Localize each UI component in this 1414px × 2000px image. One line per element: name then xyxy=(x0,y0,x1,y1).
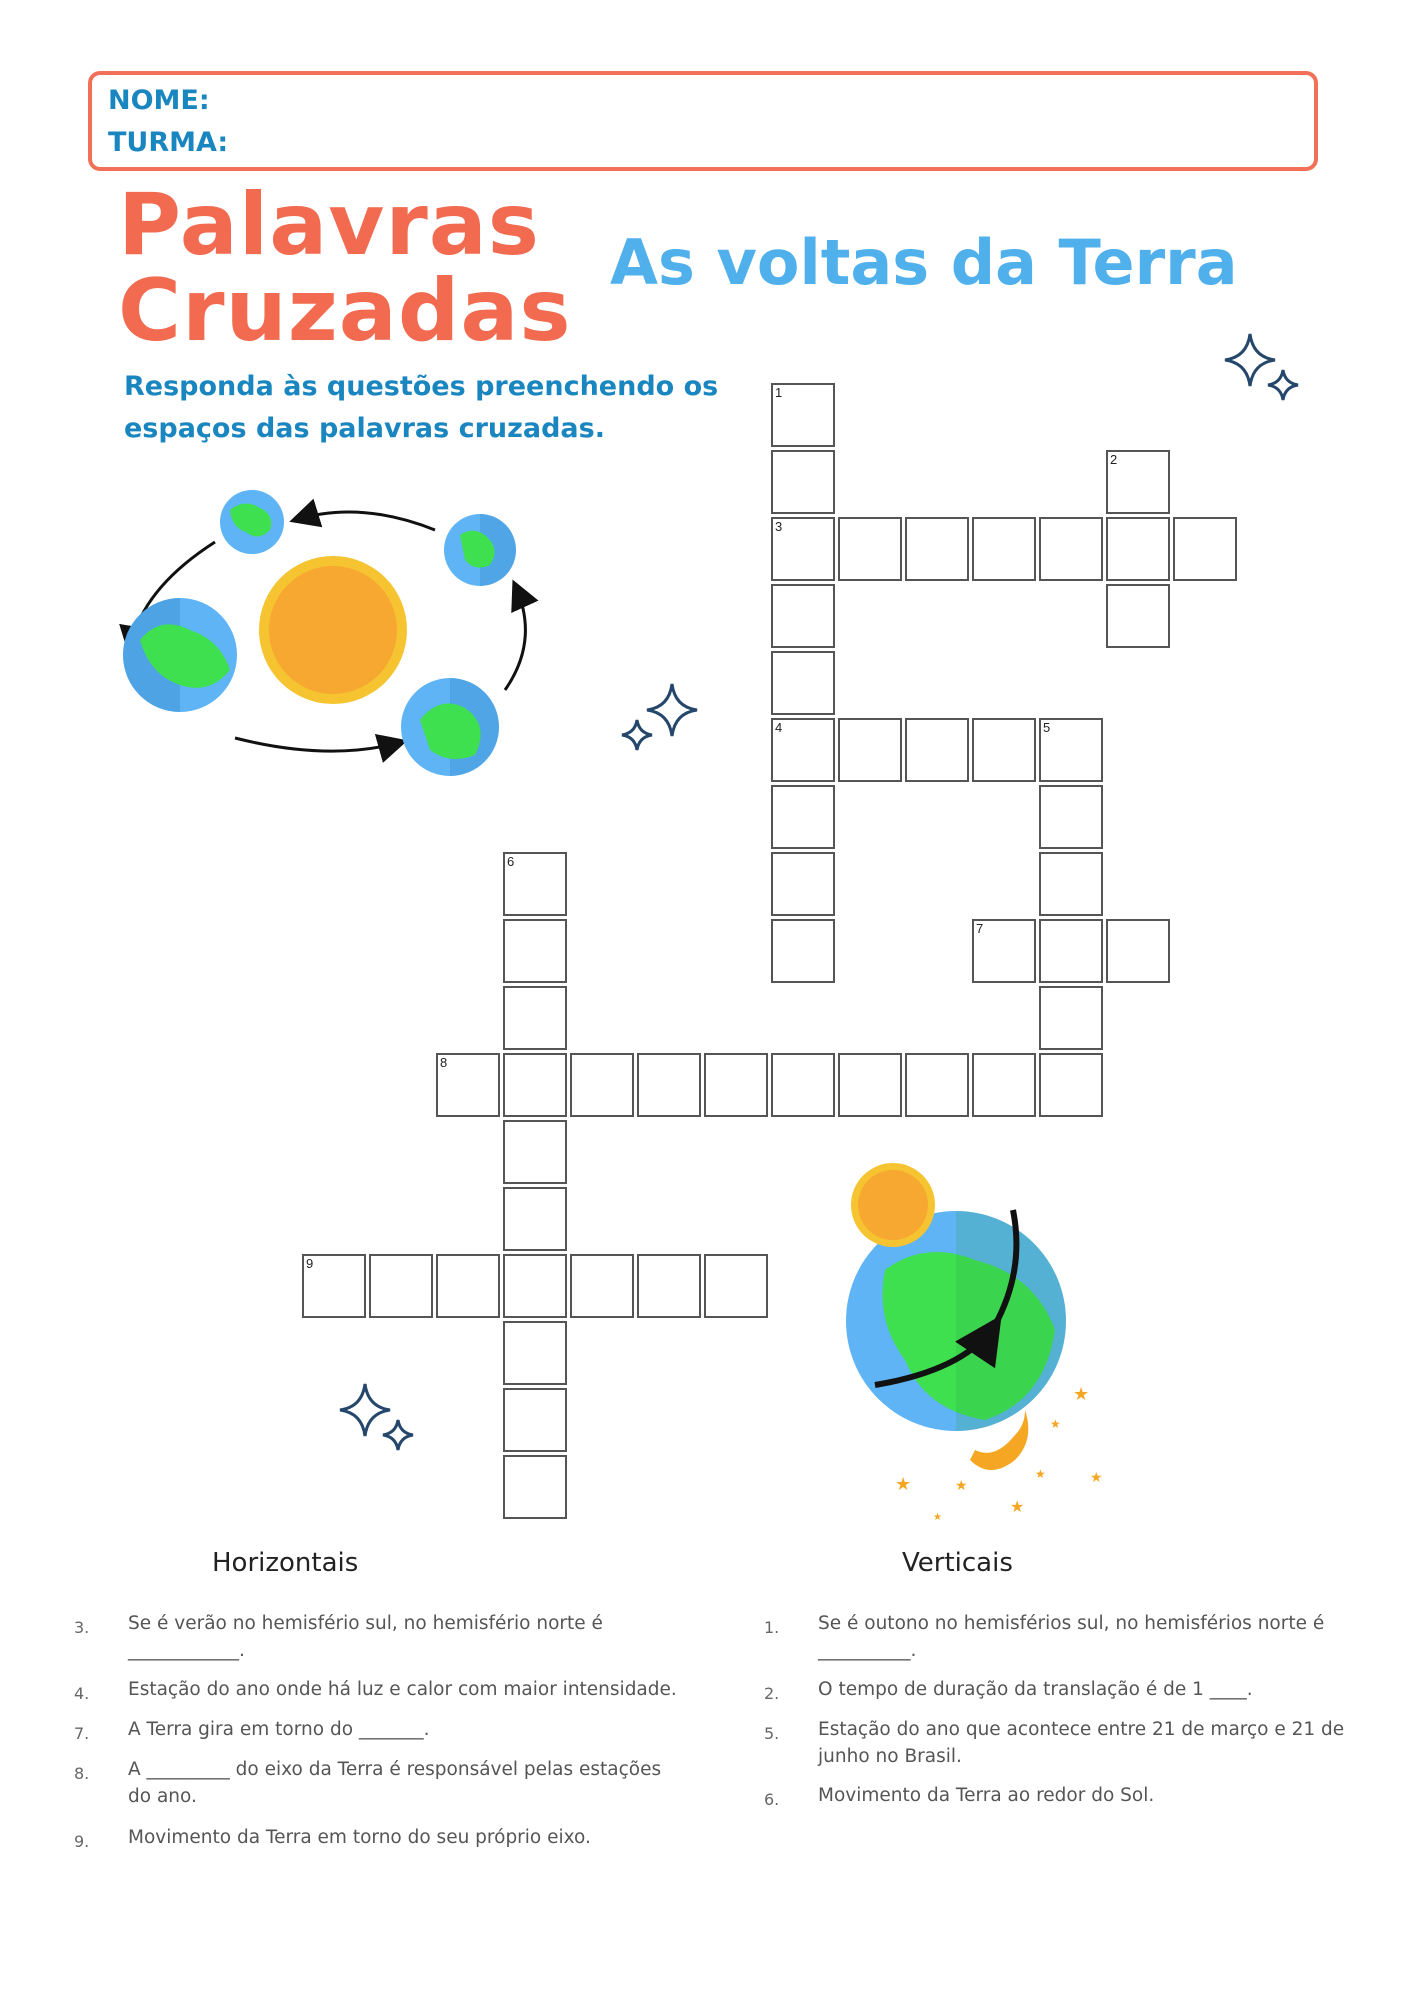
crossword-cell[interactable] xyxy=(503,1053,567,1117)
crossword-cell[interactable] xyxy=(838,517,902,581)
cell-number: 9 xyxy=(306,1256,314,1271)
earth-icon xyxy=(444,514,516,586)
crossword-cell[interactable] xyxy=(771,852,835,916)
crossword-cell[interactable] xyxy=(771,584,835,648)
crossword-cell[interactable] xyxy=(503,1321,567,1385)
clue-text: Estação do ano que acontece entre 21 de março e 21 de junho no Brasil. xyxy=(818,1719,1345,1767)
clue-number: 3. xyxy=(74,1618,90,1637)
crossword-cell[interactable] xyxy=(1106,450,1170,514)
svg-text:★: ★ xyxy=(1090,1470,1103,1486)
subtitle: As voltas da Terra xyxy=(610,226,1238,299)
instructions: Responda às questões preenchendo os espaços das palavras cruzadas. xyxy=(124,371,719,444)
crossword-cell[interactable] xyxy=(1039,517,1103,581)
clue-number: 4. xyxy=(74,1684,90,1703)
clue-number: 8. xyxy=(74,1764,90,1783)
title-line-2: Cruzadas xyxy=(118,261,572,361)
crossword-cell[interactable] xyxy=(771,383,835,447)
class-label[interactable]: TURMA: xyxy=(108,127,229,158)
clue-text: Se é outono no hemisférios sul, no hemisférios norte é __________. xyxy=(818,1613,1325,1661)
crossword-cell[interactable] xyxy=(771,919,835,983)
cell-number: 5 xyxy=(1043,720,1051,735)
crossword-cell[interactable] xyxy=(972,1053,1036,1117)
svg-text:★: ★ xyxy=(1035,1467,1046,1481)
crossword-cell[interactable] xyxy=(704,1254,768,1318)
crossword-cell[interactable] xyxy=(1106,517,1170,581)
crossword-cell[interactable] xyxy=(570,1254,634,1318)
name-label[interactable]: NOME: xyxy=(108,85,210,116)
crossword-cell[interactable] xyxy=(369,1254,433,1318)
crossword-cell[interactable] xyxy=(637,1053,701,1117)
crossword-cell[interactable] xyxy=(771,1053,835,1117)
clue-number: 5. xyxy=(764,1724,780,1743)
crossword-cell[interactable] xyxy=(1039,718,1103,782)
crossword-cell[interactable] xyxy=(436,1254,500,1318)
crossword-cell[interactable] xyxy=(503,1388,567,1452)
sun-icon xyxy=(851,1163,935,1247)
earth-rotation-illustration xyxy=(845,1160,1125,1540)
crossword-cell[interactable] xyxy=(503,1254,567,1318)
crossword-cell[interactable] xyxy=(972,919,1036,983)
cell-number: 4 xyxy=(775,720,783,735)
crossword-cell[interactable] xyxy=(771,785,835,849)
crossword-cell[interactable] xyxy=(972,517,1036,581)
earth-icon xyxy=(123,598,237,712)
student-info-box xyxy=(88,71,1318,171)
crossword-cell[interactable] xyxy=(771,517,835,581)
crossword-cell[interactable] xyxy=(1039,785,1103,849)
clue-text: Movimento da Terra ao redor do Sol. xyxy=(818,1785,1155,1806)
crossword-cell[interactable] xyxy=(1039,986,1103,1050)
cell-number: 1 xyxy=(775,385,783,400)
crossword-cell[interactable] xyxy=(503,852,567,916)
clue-number: 7. xyxy=(74,1724,90,1743)
crossword-cell[interactable] xyxy=(1106,919,1170,983)
cell-number: 6 xyxy=(507,854,515,869)
sun-icon xyxy=(259,556,407,704)
crossword-cell[interactable] xyxy=(503,1455,567,1519)
crossword-cell[interactable] xyxy=(771,450,835,514)
crossword-cell[interactable] xyxy=(771,718,835,782)
svg-text:★: ★ xyxy=(1050,1417,1061,1431)
crossword-cell[interactable] xyxy=(1039,919,1103,983)
crossword-cell[interactable] xyxy=(771,651,835,715)
clue-text: Movimento da Terra em torno do seu próprio eixo. xyxy=(128,1827,591,1848)
crossword-cell[interactable] xyxy=(1173,517,1237,581)
crossword-cell[interactable] xyxy=(503,1120,567,1184)
sparkle-icon xyxy=(1220,330,1310,410)
clue-text: A _________ do eixo da Terra é responsável pelas estações do ano. xyxy=(128,1759,662,1807)
clue-text: A Terra gira em torno do _______. xyxy=(128,1719,430,1740)
earth-icon xyxy=(220,490,284,554)
horizontal-heading: Horizontais xyxy=(212,1548,359,1578)
crossword-cell[interactable] xyxy=(1039,852,1103,916)
orbit-illustration xyxy=(110,480,550,790)
svg-text:★: ★ xyxy=(1010,1497,1025,1516)
crossword-cell[interactable] xyxy=(1039,1053,1103,1117)
svg-text:★: ★ xyxy=(933,1512,942,1523)
cell-number: 7 xyxy=(976,921,984,936)
clue-number: 2. xyxy=(764,1684,780,1703)
crossword-cell[interactable] xyxy=(503,1187,567,1251)
clue-number: 1. xyxy=(764,1618,780,1637)
crossword-cell[interactable] xyxy=(1106,584,1170,648)
crossword-cell[interactable] xyxy=(570,1053,634,1117)
crossword-cell[interactable] xyxy=(503,919,567,983)
cell-number: 3 xyxy=(775,519,783,534)
cell-number: 2 xyxy=(1110,452,1118,467)
svg-text:★: ★ xyxy=(955,1478,968,1494)
crossword-cell[interactable] xyxy=(905,1053,969,1117)
clue-text: O tempo de duração da translação é de 1 ____. xyxy=(818,1679,1253,1700)
clue-text: Se é verão no hemisfério sul, no hemisfério norte é ____________. xyxy=(128,1613,603,1661)
clue-text: Estação do ano onde há luz e calor com maior intensidade. xyxy=(128,1679,677,1700)
earth-icon xyxy=(401,678,499,776)
crossword-cell[interactable] xyxy=(503,986,567,1050)
crossword-cell[interactable] xyxy=(838,1053,902,1117)
title-line-1: Palavras xyxy=(118,175,540,275)
sparkle-icon xyxy=(612,680,702,760)
crossword-cell[interactable] xyxy=(972,718,1036,782)
clue-number: 9. xyxy=(74,1832,90,1851)
crossword-cell[interactable] xyxy=(302,1254,366,1318)
clue-number: 6. xyxy=(764,1790,780,1809)
crossword-cell[interactable] xyxy=(637,1254,701,1318)
svg-text:★: ★ xyxy=(895,1474,912,1495)
sparkle-icon xyxy=(335,1380,425,1460)
svg-text:★: ★ xyxy=(1073,1384,1090,1405)
crossword-cell[interactable] xyxy=(436,1053,500,1117)
crossword-cell[interactable] xyxy=(704,1053,768,1117)
cell-number: 8 xyxy=(440,1055,448,1070)
vertical-heading: Verticais xyxy=(902,1548,1013,1578)
crossword-cell[interactable] xyxy=(838,718,902,782)
crossword-cell[interactable] xyxy=(905,718,969,782)
crossword-cell[interactable] xyxy=(905,517,969,581)
